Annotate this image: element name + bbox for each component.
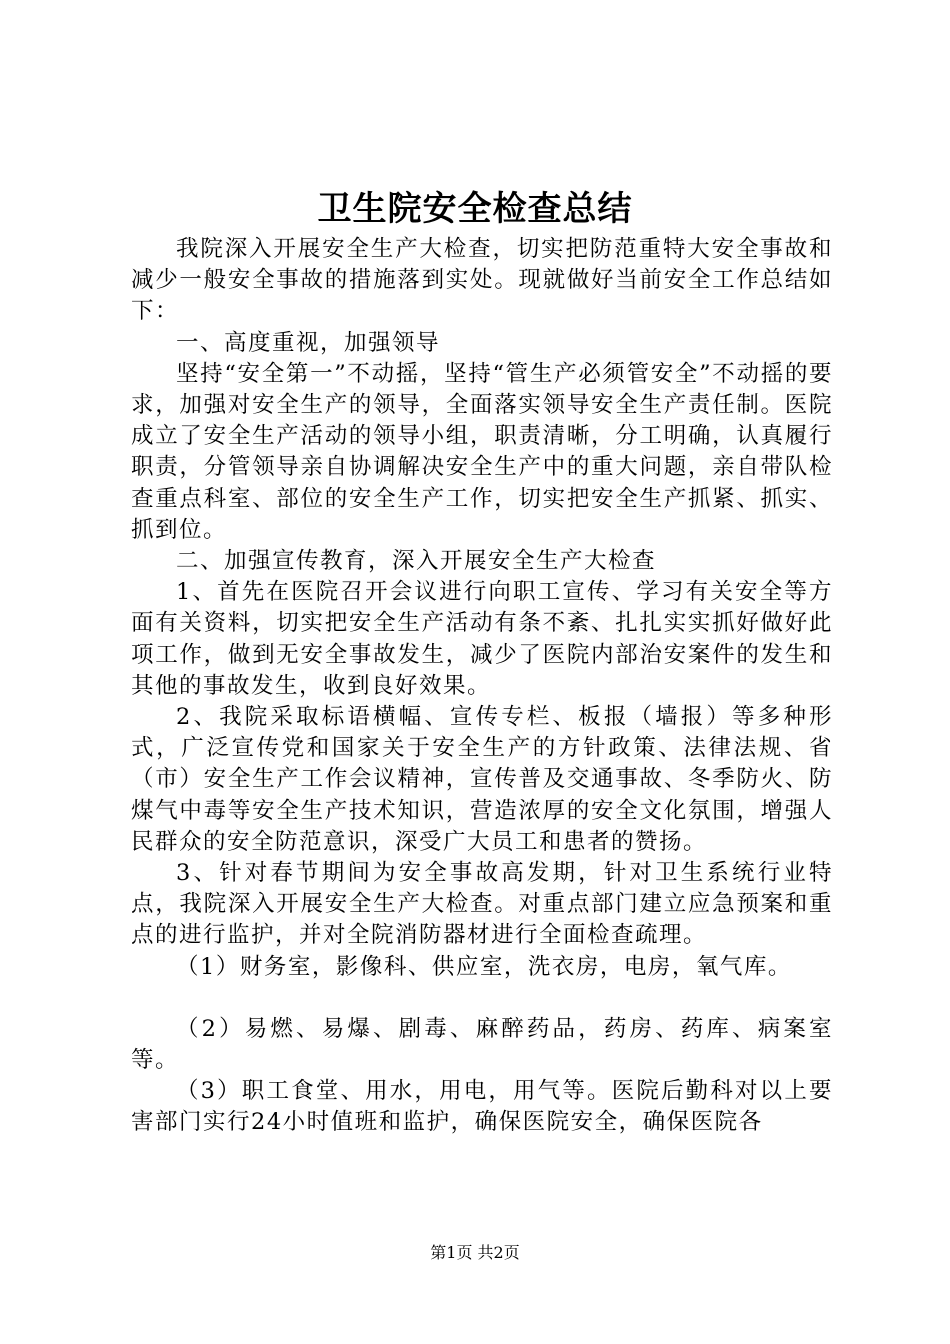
item-2-paragraph: 2、我院采取标语横幅、宣传专栏、板报（墙报）等多种形式，广泛宣传党和国家关于安全生产的方针政策、法律法规、省（市）安全生产工作会议精神，宣传普及交通事故、冬季防火、防煤气中毒等安全生产技术知识，营造浓厚的安全文化氛围，增强人民群众的安全防范意识，深受广大员工和患者的赞扬。 [131,704,833,855]
sub-item-2-paragraph: （2）易燃、易爆、剧毒、麻醉药品，药房、药库、病案室等。 [131,1015,833,1074]
section-heading-2: 二、加强宣传教育，深入开展安全生产大检查 [176,548,657,575]
sub-item-1-paragraph: （1）财务室，影像科、供应室，洗衣房，电房，氧气库。 [176,953,792,980]
document-title: 卫生院安全检查总结 [317,189,633,229]
section-1-paragraph: 坚持“安全第一”不动摇，坚持“管生产必须管安全”不动摇的要求，加强对安全生产的领导，全面落实领导安全生产责任制。医院成立了安全生产活动的领导小组，职责清晰，分工明确，认真履行职责，分管领导亲自协调解决安全生产中的重大问题，亲自带队检查重点科室、部位的安全生产工作，切实把安全生产抓紧、抓实、抓到位。 [131,360,833,543]
section-heading-1: 一、高度重视，加强领导 [176,329,441,356]
item-1-paragraph: 1、首先在医院召开会议进行向职工宣传、学习有关安全等方面有关资料，切实把安全生产活动有条不紊、扎扎实实抓好做好此项工作，做到无安全事故发生，减少了医院内部治安案件的发生和其他的事故发生，收到良好效果。 [131,579,833,699]
item-3-paragraph: 3、针对春节期间为安全事故高发期，针对卫生系统行业特点，我院深入开展安全生产大检查。对重点部门建立应急预案和重点的进行监护，并对全院消防器材进行全面检查疏理。 [131,860,833,949]
page-number-label: 第1页 共2页 [430,1243,520,1262]
sub-item-3-paragraph: （3）职工食堂、用水，用电，用气等。医院后勤科对以上要害部门实行24小时值班和监护，确保医院安全，确保医院各 [131,1078,833,1136]
document-body [131,234,833,1139]
page-footer [0,1241,950,1265]
intro-paragraph: 我院深入开展安全生产大检查，切实把防范重特大安全事故和减少一般安全事故的措施落到实处。现就做好当前安全工作总结如下： [131,236,833,325]
